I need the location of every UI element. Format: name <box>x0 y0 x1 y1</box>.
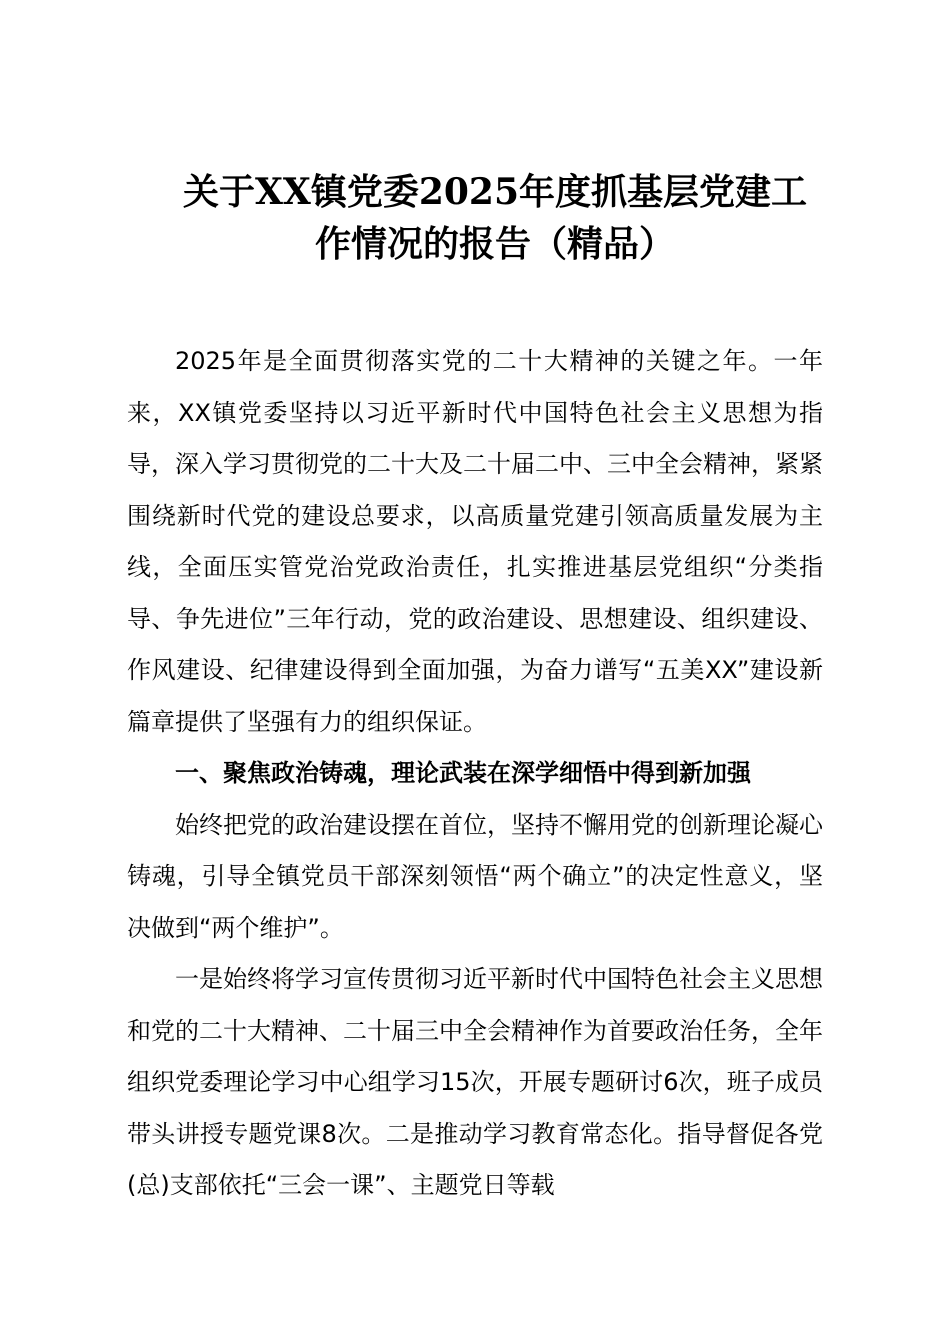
section-heading-1: 一、聚焦政治铸魂，理论武装在深学细悟中得到新加强 <box>175 759 751 787</box>
title-line-1: 关于XX镇党委2025年度抓基层党建工 <box>182 171 808 213</box>
document-body <box>127 336 823 1212</box>
section-1-paragraph-2: 一是始终将学习宣传贯彻习近平新时代中国特色社会主义思想和党的二十大精神、二十届三中全会精神作为首要政治任务，全年组织党委理论学习中心组学习15次，开展专题研讨6次，班子成员带头讲授专题党课8次。二是推动学习教育常态化。指导督促各党(总)支部依托“三会一课”、主题党日等载 <box>127 965 823 1199</box>
title-line-2: 作情况的报告（精品） <box>314 223 675 265</box>
section-1-paragraph-1: 始终把党的政治建设摆在首位，坚持不懈用党的创新理论凝心铸魂，引导全镇党员干部深刻领悟“两个确立”的决定性意义，坚决做到“两个维护”。 <box>127 810 823 942</box>
intro-paragraph: 2025年是全面贯彻落实党的二十大精神的关键之年。一年来，XX镇党委坚持以习近平新时代中国特色社会主义思想为指导，深入学习贯彻党的二十大及二十届二中、三中全会精神，紧紧围绕新时代党的建设总要求，以高质量党建引领高质量发展为主线，全面压实管党治党政治责任，扎实推进基层党组织“分类指导、争先进位”三年行动，党的政治建设、思想建设、组织建设、作风建设、纪律建设得到全面加强，为奋力谱写“五美XX”建设新篇章提供了坚强有力的组织保证。 <box>127 347 823 736</box>
document-title <box>150 166 840 270</box>
